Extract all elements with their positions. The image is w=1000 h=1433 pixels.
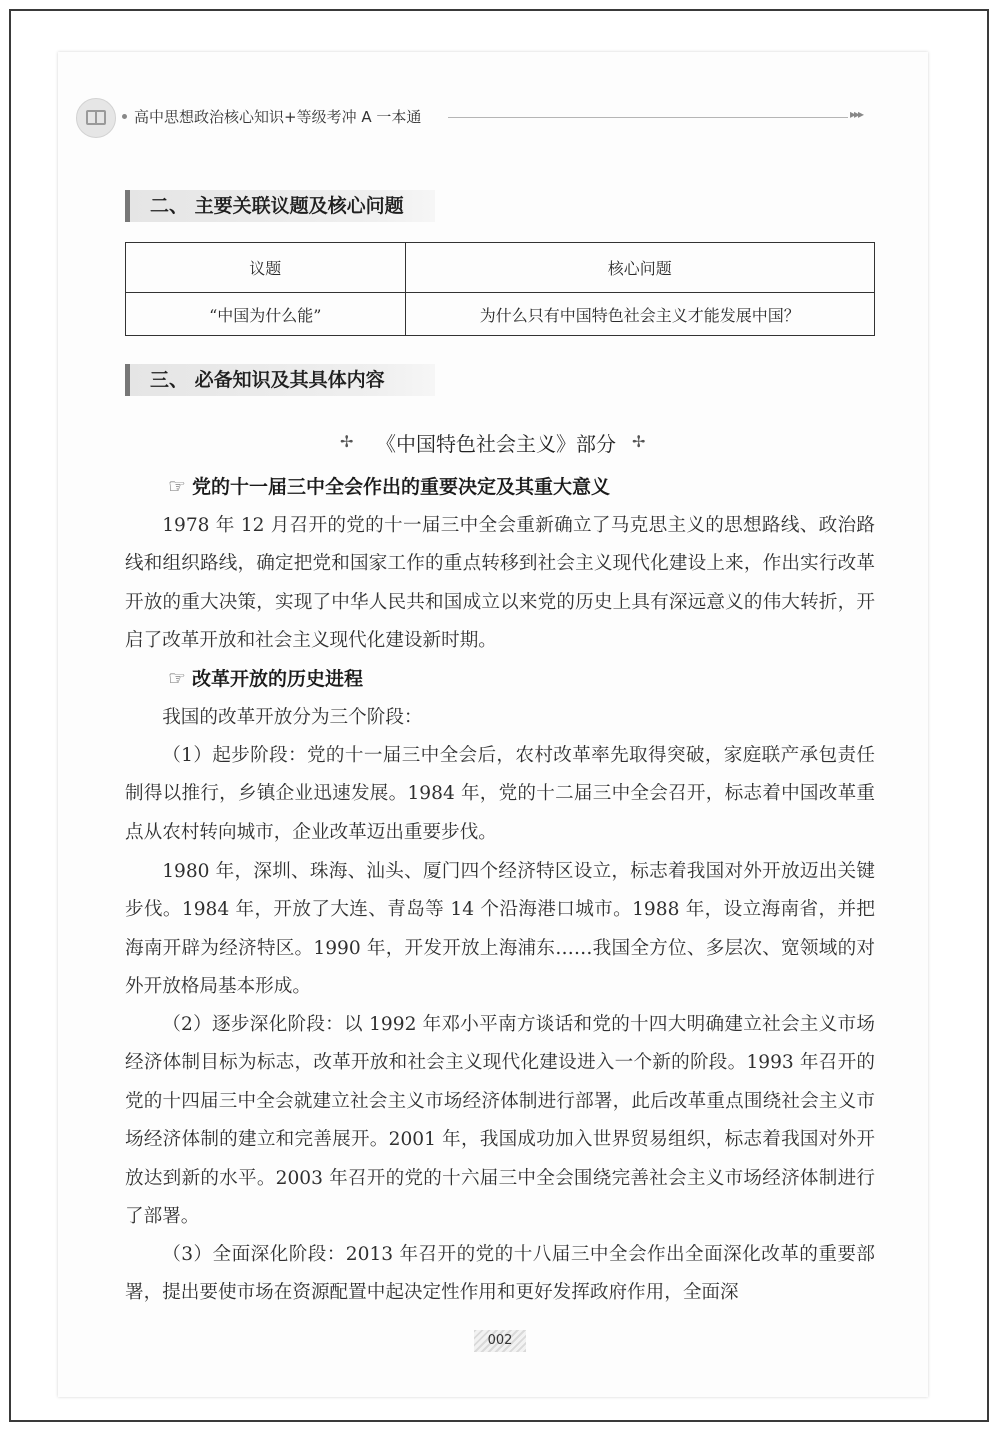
- point-title: 党的十一届三中全会作出的重要决定及其重大意义: [191, 476, 610, 498]
- paragraph: （3）全面深化阶段：2013 年召开的党的十八届三中全会作出全面深化改革的重要部署，提出要使市场在资源配置中起决定性作用和更好发挥政府作用，全面深: [125, 1244, 875, 1304]
- point-heading: [168, 664, 363, 694]
- point-heading: [168, 472, 610, 502]
- issue-table: [125, 242, 875, 336]
- part-title: 《中国特色社会主义》部分: [376, 432, 616, 456]
- table-header-cell: 核心问题: [405, 243, 874, 293]
- pointing-hand-icon: ☞: [168, 666, 186, 690]
- section-heading-3: 三、 必备知识及其具体内容: [125, 364, 435, 396]
- table-row: [126, 293, 875, 336]
- part-subheading: [340, 424, 670, 460]
- table-header-cell: 议题: [126, 243, 406, 293]
- section-heading-2: 二、 主要关联议题及核心问题: [125, 190, 435, 222]
- header-rule: [448, 117, 848, 118]
- page-number: 002: [474, 1330, 526, 1352]
- paragraph: （2）逐步深化阶段：以 1992 年邓小平南方谈话和党的十四大明确建立社会主义市场经济体制目标为标志，改革开放和社会主义现代化建设进入一个新的阶段。1993 年召开的党的十四届三中全会就建立社会主义市场经济体制进行部署，此后改革重点围绕社会主义市场经济体制的建立和完善展开。2001 年，我国成功加入世界贸易组织，标志着我国对外开放达到新的水平。2003 年召开的党的十六届三中全会围绕完善社会主义市场经济体制进行了部署。: [125, 1014, 875, 1228]
- flourish-icon: ✢: [340, 432, 354, 451]
- paragraph: 1978 年 12 月召开的党的十一届三中全会重新确立了马克思主义的思想路线、政治路线和组织路线，确定把党和国家工作的重点转移到社会主义现代化建设上来，作出实行改革开放的重大决策，实现了中华人民共和国成立以来党的历史上具有深远意义的伟大转折，开启了改革开放和社会主义现代化建设新时期。: [125, 515, 875, 652]
- table-cell: 为什么只有中国特色社会主义才能发展中国？: [405, 293, 874, 336]
- arrows-icon: ▸▸▸: [850, 107, 863, 121]
- table-header-row: [126, 243, 875, 293]
- book-icon: [76, 98, 116, 138]
- table-cell: “中国为什么能”: [126, 293, 406, 336]
- paragraph: 1980 年，深圳、珠海、汕头、厦门四个经济特区设立，标志着我国对外开放迈出关键步伐。1984 年，开放了大连、青岛等 14 个沿海港口城市。1988 年，设立海南省，并把海南开辟为经济特区。1990 年，开发开放上海浦东……我国全方位、多层次、宽领域的对外开放格局基本形成。: [125, 861, 875, 998]
- bullet-dot: [122, 114, 127, 119]
- running-header: [76, 96, 876, 140]
- point-title: 改革开放的历史进程: [191, 668, 363, 690]
- flourish-icon: ✢: [632, 432, 646, 451]
- paragraph: 我国的改革开放分为三个阶段：: [162, 707, 423, 728]
- book-title: 高中思想政治核心知识+等级考冲 A 一本通: [134, 108, 422, 126]
- paragraph: （1）起步阶段：党的十一届三中全会后，农村改革率先取得突破，家庭联产承包责任制得以推行，乡镇企业迅速发展。1984 年，党的十二届三中全会召开，标志着中国改革重点从农村转向城市，企业改革迈出重要步伐。: [125, 745, 875, 843]
- pointing-hand-icon: ☞: [168, 474, 186, 498]
